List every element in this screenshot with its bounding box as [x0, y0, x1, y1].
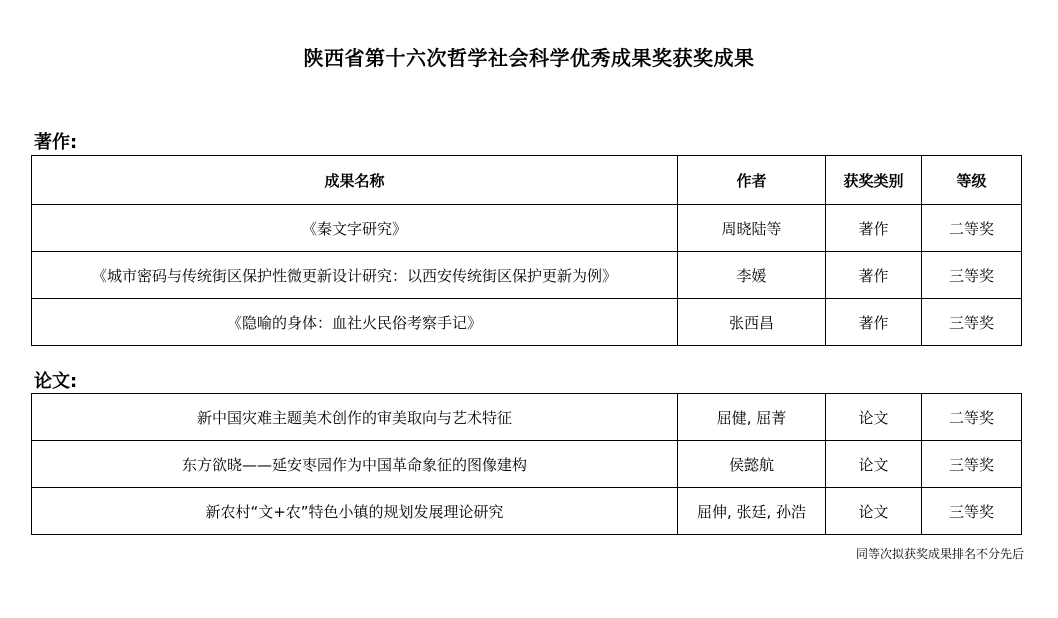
page-title: 陕西省第十六次哲学社会科学优秀成果奖获奖成果	[303, 46, 755, 70]
header-category: 获奖类别	[826, 156, 922, 205]
cell-author: 屈健, 屈菁	[678, 394, 826, 441]
cell-grade: 三等奖	[922, 441, 1022, 488]
table-row	[32, 488, 1022, 535]
cell-category: 著作	[826, 252, 922, 299]
header-grade: 等级	[922, 156, 1022, 205]
cell-category: 论文	[826, 488, 922, 535]
section-label-books: 著作:	[34, 132, 78, 153]
header-author: 作者	[678, 156, 826, 205]
cell-grade: 三等奖	[922, 488, 1022, 535]
cell-grade: 二等奖	[922, 205, 1022, 252]
cell-author: 张西昌	[678, 299, 826, 346]
cell-title: 《秦文字研究》	[32, 205, 678, 252]
footnote: 同等次拟获奖成果排名不分先后	[855, 547, 1024, 561]
cell-category: 论文	[826, 394, 922, 441]
table-row	[32, 394, 1022, 441]
cell-author: 周晓陆等	[678, 205, 826, 252]
papers-table	[31, 393, 1022, 535]
cell-title: 《隐喻的身体：血社火民俗考察手记》	[32, 299, 678, 346]
cell-grade: 二等奖	[922, 394, 1022, 441]
cell-author: 李媛	[678, 252, 826, 299]
cell-author: 屈伸, 张廷, 孙浩	[678, 488, 826, 535]
cell-title: 《城市密码与传统街区保护性微更新设计研究：以西安传统街区保护更新为例》	[32, 252, 678, 299]
table-row	[32, 205, 1022, 252]
cell-title: 新农村“文+农”特色小镇的规划发展理论研究	[32, 488, 678, 535]
books-table	[31, 155, 1022, 346]
cell-grade: 三等奖	[922, 299, 1022, 346]
section-label-papers: 论文:	[34, 371, 78, 392]
header-title: 成果名称	[32, 156, 678, 205]
cell-category: 著作	[826, 205, 922, 252]
table-row	[32, 299, 1022, 346]
cell-grade: 三等奖	[922, 252, 1022, 299]
cell-category: 著作	[826, 299, 922, 346]
cell-category: 论文	[826, 441, 922, 488]
cell-title: 新中国灾难主题美术创作的审美取向与艺术特征	[32, 394, 678, 441]
cell-author: 侯懿航	[678, 441, 826, 488]
table-row	[32, 441, 1022, 488]
table-header-row	[32, 156, 1022, 205]
table-row	[32, 252, 1022, 299]
cell-title: 东方欲晓——延安枣园作为中国革命象征的图像建构	[32, 441, 678, 488]
